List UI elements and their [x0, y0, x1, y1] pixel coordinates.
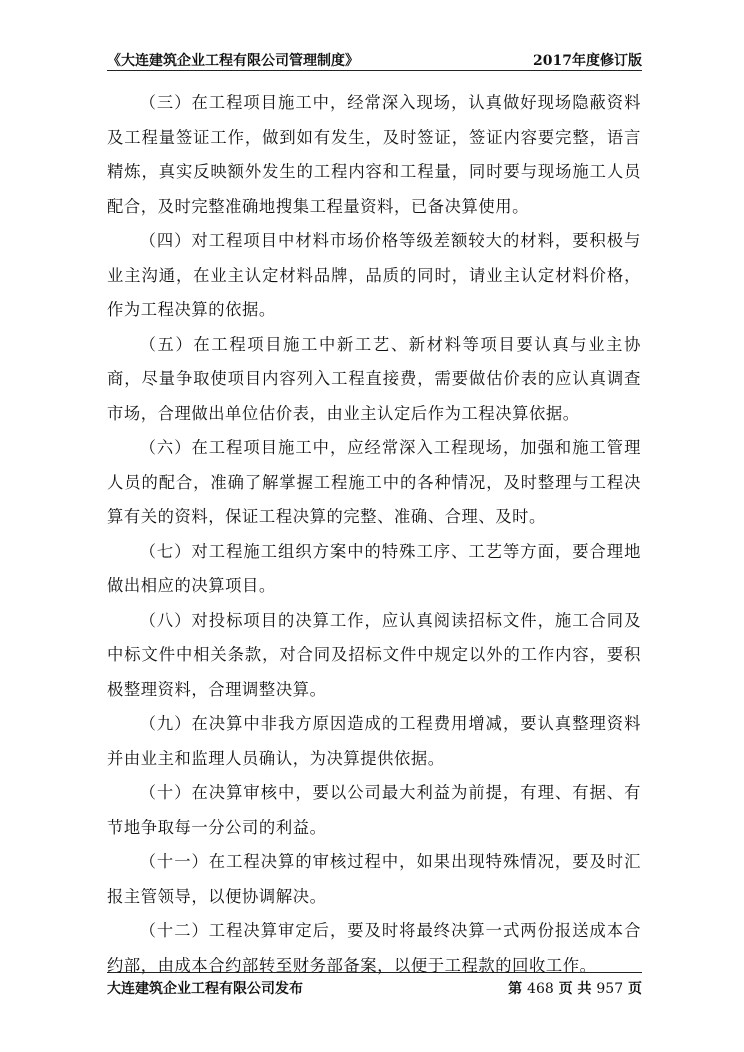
page-footer [107, 972, 642, 999]
paragraph-10: （十）在决算审核中，要以公司最大利益为前提，有理、有据、有节地争取每一分公司的利益。 [107, 783, 641, 837]
paragraph-5: （五）在工程项目施工中新工艺、新材料等项目要认真与业主协商，尽量争取使项目内容列入工程直接费，需要做估价表的应认真调查市场，合理做出单位估价表，由业主认定后作为工程决算依据。 [107, 334, 641, 423]
page-current: 468 [527, 981, 554, 997]
paragraph-7: （七）对工程施工组织方案中的特殊工序、工艺等方面，要合理地做出相应的决算项目。 [107, 541, 641, 595]
paragraph-11: （十一）在工程决算的审核过程中，如果出现特殊情况，要及时汇报主管领导，以便协调解决。 [107, 852, 641, 906]
page-header [107, 46, 642, 71]
document-title: 《大连建筑企业工程有限公司管理制度》 [107, 53, 359, 69]
paragraph-3: （三）在工程项目施工中，经常深入现场，认真做好现场隐蔽资料及工程量签证工作，做到如有发生，及时签证，签证内容要完整，语言精炼，真实反映额外发生的工程内容和工程量，同时要与现场施工人员配合，及时完整准确地搜集工程量资料，已备决算使用。 [107, 93, 641, 216]
paragraph-6: （六）在工程项目施工中，应经常深入工程现场，加强和施工管理人员的配合，准确了解掌握工程施工中的各种情况，及时整理与工程决算有关的资料，保证工程决算的完整、准确、合理、及时。 [107, 438, 641, 526]
paragraph-4: （四）对工程项目中材料市场价格等级差额较大的材料，要积极与业主沟通，在业主认定材料品牌，品质的同时，请业主认定材料价格，作为工程决算的依据。 [107, 231, 641, 319]
page-number [508, 978, 642, 998]
page-mid: 页 共 [558, 981, 592, 997]
document-body [107, 86, 641, 983]
page-total: 957 [596, 981, 624, 997]
publisher-label: 大连建筑企业工程有限公司发布 [107, 981, 303, 997]
page-prefix: 第 [508, 981, 523, 997]
paragraph-9: （九）在决算中非我方原因造成的工程费用增减，要认真整理资料并由业主和监理人员确认，为决算提供依据。 [107, 714, 641, 768]
paragraph-8: （八）对投标项目的决算工作，应认真阅读招标文件，施工合同及中标文件中相关条款，对合同及招标文件中规定以外的工作内容，要积极整理资料，合理调整决算。 [107, 610, 641, 699]
page-suffix: 页 [628, 981, 642, 997]
paragraph-12: （十二）工程决算审定后，要及时将最终决算一式两份报送成本合约部，由成本合约部转至财务部备案，以便于工程款的回收工作。 [107, 921, 641, 975]
version-label: 2017年度修订版 [533, 53, 642, 69]
